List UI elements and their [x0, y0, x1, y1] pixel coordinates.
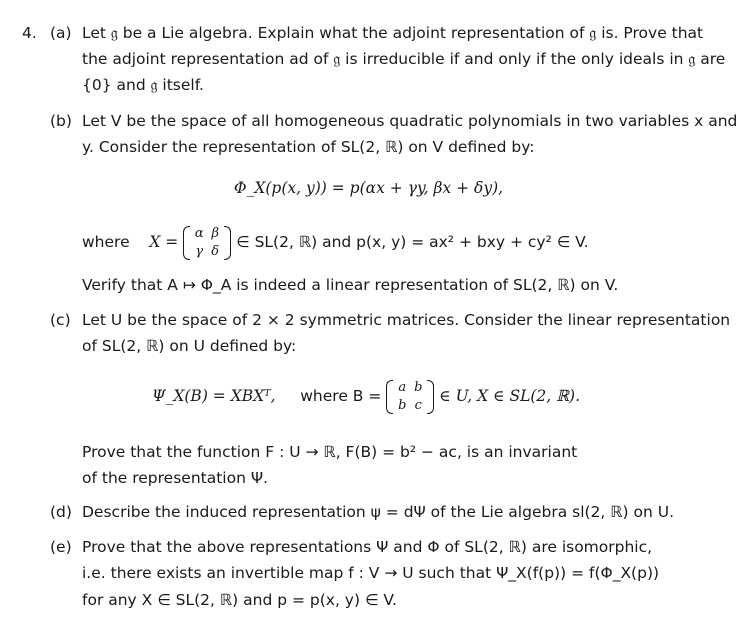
- part-c-line-1: Let U be the space of 2 × 2 symmetric matrices. Consider the linear representation: [82, 311, 731, 329]
- part-b-where: where: [82, 233, 130, 251]
- matrix-b-bottom: b: [398, 397, 407, 413]
- matrix-gamma: γ: [195, 243, 204, 259]
- part-c-matrix: [386, 379, 434, 415]
- problem-number: 4.: [22, 24, 37, 42]
- matrix-alpha: α: [194, 225, 204, 241]
- part-c-where-b: where B =: [300, 387, 382, 405]
- part-e-label: (e): [50, 538, 72, 556]
- part-a-label: (a): [50, 24, 72, 42]
- part-b-where-row: [82, 222, 589, 262]
- part-d-label: (d): [50, 503, 72, 521]
- part-c-prove-1: Prove that the function F : U → ℝ, F(B) = b² − ac, is an invariant: [82, 443, 578, 461]
- part-b-label: (b): [50, 112, 72, 130]
- part-a-line-3: {0} and 𝔤 itself.: [82, 76, 204, 94]
- part-a-line-1: Let 𝔤 be a Lie algebra. Explain what the adjoint representation of 𝔤 is. Prove that: [82, 24, 704, 42]
- part-b-x-eq: X =: [149, 233, 179, 251]
- part-b-matrix: [183, 225, 231, 261]
- part-c-label: (c): [50, 311, 71, 329]
- matrix-a: a: [398, 379, 407, 395]
- matrix-c: c: [414, 397, 422, 413]
- part-e-line-1: Prove that the above representations Ψ and Φ of SL(2, ℝ) are isomorphic,: [82, 538, 653, 556]
- part-b-line-1: Let V be the space of all homogeneous quadratic polynomials in two variables x and: [82, 112, 737, 130]
- matrix-delta: δ: [211, 243, 220, 259]
- part-c-prove-2: of the representation Ψ.: [82, 469, 268, 487]
- matrix-b-top: b: [414, 379, 423, 395]
- part-e-line-3: for any X ∈ SL(2, ℝ) and p = p(x, y) ∈ V.: [82, 591, 397, 609]
- part-c-formula-row: [152, 376, 580, 416]
- part-e-line-2: i.e. there exists an invertible map f : V → U such that Ψ_X(f(p)) = f(Φ_X(p)): [82, 564, 660, 582]
- part-b-after-matrix: ∈ SL(2, ℝ) and p(x, y) = ax² + bxy + cy² ∈ V.: [236, 233, 589, 251]
- part-a-line-2: the adjoint representation ad of 𝔤 is irreducible if and only if the only ideals in 𝔤 are: [82, 50, 726, 68]
- part-b-line-2: y. Consider the representation of SL(2, ℝ) on V defined by:: [82, 138, 535, 156]
- part-d-line-1: Describe the induced representation ψ = dΨ of the Lie algebra sl(2, ℝ) on U.: [82, 503, 675, 521]
- part-b-formula: Φ_X(p(x, y)) = p(αx + γy, βx + δy),: [233, 179, 504, 197]
- part-b-verify: Verify that A ↦ Φ_A is indeed a linear representation of SL(2, ℝ) on V.: [82, 276, 619, 294]
- matrix-beta: β: [211, 225, 219, 241]
- part-c-line-2: of SL(2, ℝ) on U defined by:: [82, 337, 297, 355]
- part-c-formula-left: Ψ_X(B) = XBXᵀ,: [152, 387, 276, 405]
- part-c-formula-right: ∈ U, X ∈ SL(2, ℝ).: [439, 387, 581, 405]
